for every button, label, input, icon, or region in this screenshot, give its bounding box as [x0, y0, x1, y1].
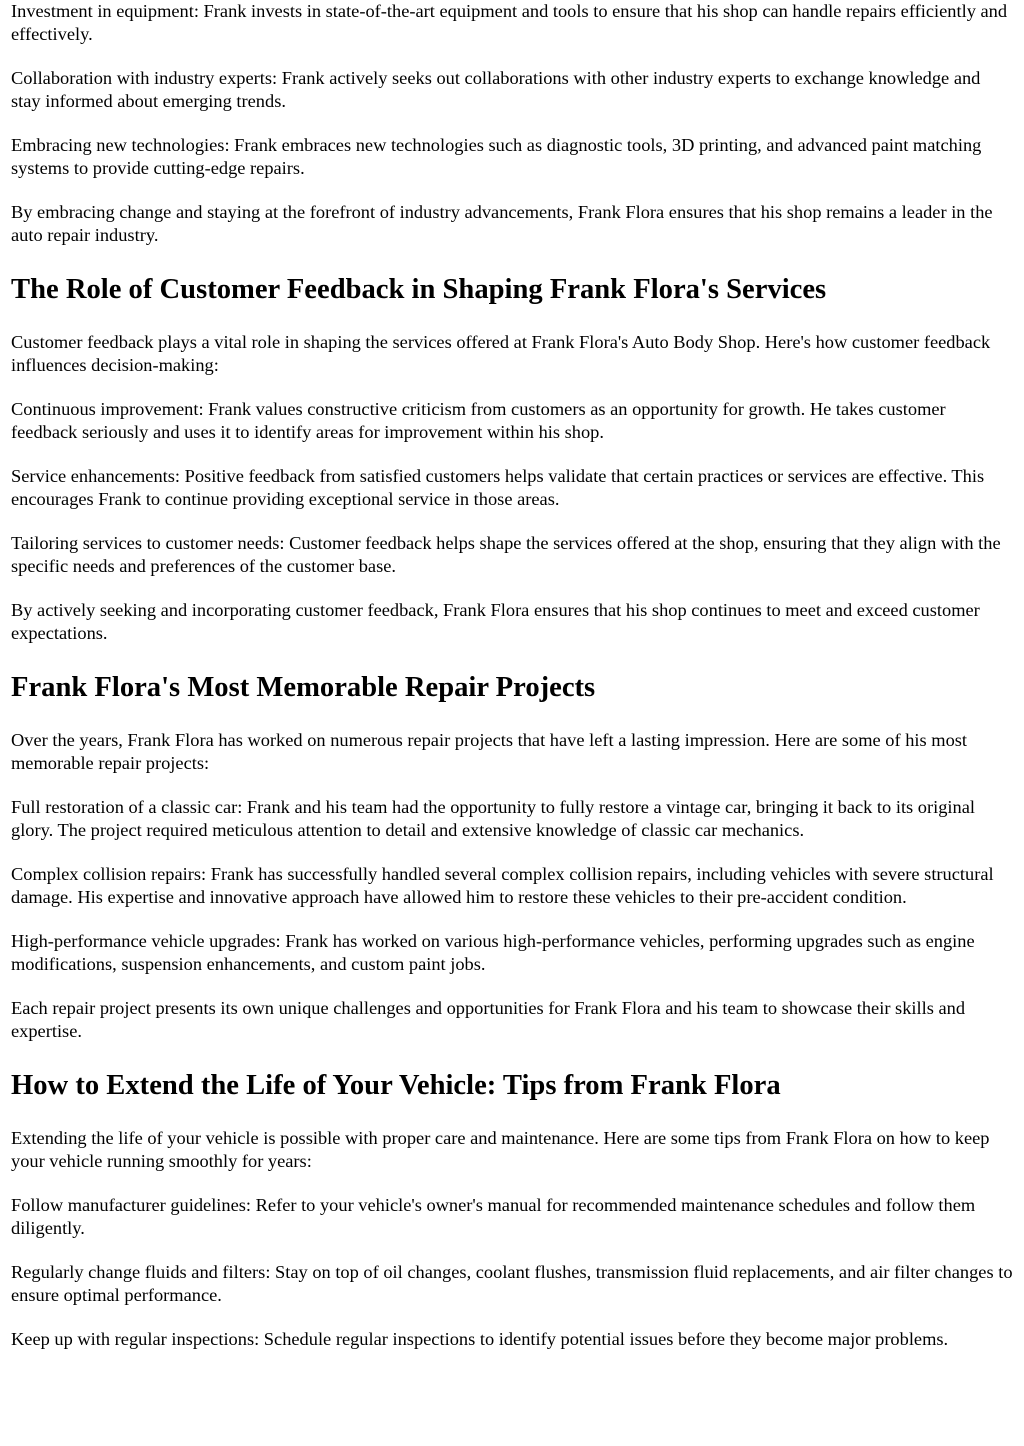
paragraph-tips-intro: Extending the life of your vehicle is possible with proper care and maintenance. Here are some tips from Frank Flora on how to keep your vehicle running smoothly for years: [11, 1128, 990, 1171]
paragraph-continuous-improvement: Continuous improvement: Frank values constructive criticism from customers as an opportunity for growth. He takes customer feedback seriously and uses it to identify areas for improvement within his shop. [11, 399, 946, 442]
heading-memorable-projects: Frank Flora's Most Memorable Repair Projects [11, 672, 596, 703]
paragraph-equipment: Investment in equipment: Frank invests in state-of-the-art equipment and tools to ensure that his shop can handle repairs efficiently and effectively. [11, 1, 1008, 44]
heading-extend-vehicle-life: How to Extend the Life of Your Vehicle: Tips from Frank Flora [11, 1070, 781, 1101]
paragraph-technologies: Embracing new technologies: Frank embraces new technologies such as diagnostic tools, 3D printing, and advanced paint matching systems to provide cutting-edge repairs. [11, 135, 982, 178]
paragraph-service-enhancements: Service enhancements: Positive feedback from satisfied customers helps validate that certain practices or services are effective. This encourages Frank to continue providing exceptional service in those areas. [11, 466, 985, 509]
paragraph-change-summary: By embracing change and staying at the forefront of industry advancements, Frank Flora ensures that his shop remains a leader in the auto repair industry. [11, 202, 993, 245]
paragraph-regular-inspections: Keep up with regular inspections: Schedule regular inspections to identify potential issues before they become major problems. [11, 1329, 949, 1349]
paragraph-collision-repairs: Complex collision repairs: Frank has successfully handled several complex collision repairs, including vehicles with severe structural damage. His expertise and innovative approach have allowed him to restore these vehicles to their pre-accident condition. [11, 864, 994, 907]
paragraph-projects-summary: Each repair project presents its own unique challenges and opportunities for Frank Flora and his team to showcase their skills and expertise. [11, 998, 966, 1041]
paragraph-collaboration: Collaboration with industry experts: Frank actively seeks out collaborations with other industry experts to exchange knowledge and stay informed about emerging trends. [11, 68, 981, 111]
paragraph-feedback-intro: Customer feedback plays a vital role in shaping the services offered at Frank Flora's Auto Body Shop. Here's how customer feedback influences decision-making: [11, 332, 991, 375]
paragraph-feedback-summary: By actively seeking and incorporating customer feedback, Frank Flora ensures that his shop continues to meet and exceed customer expectations. [11, 600, 980, 643]
heading-customer-feedback: The Role of Customer Feedback in Shaping Frank Flora's Services [11, 274, 827, 305]
paragraph-performance-upgrades: High-performance vehicle upgrades: Frank has worked on various high-performance vehicles, performing upgrades such as engine modifications, suspension enhancements, and custom paint jobs. [11, 931, 975, 974]
paragraph-projects-intro: Over the years, Frank Flora has worked on numerous repair projects that have left a lasting impression. Here are some of his most memorable repair projects: [11, 730, 968, 773]
paragraph-fluids-filters: Regularly change fluids and filters: Stay on top of oil changes, coolant flushes, transmission fluid replacements, and air filter changes to ensure optimal performance. [11, 1262, 1013, 1305]
paragraph-manufacturer-guidelines: Follow manufacturer guidelines: Refer to your vehicle's owner's manual for recommended maintenance schedules and follow them diligently. [11, 1195, 976, 1238]
paragraph-classic-restoration: Full restoration of a classic car: Frank and his team had the opportunity to fully restore a vintage car, bringing it back to its original glory. The project required meticulous attention to detail and extensive knowledge of classic car mechanics. [11, 797, 976, 840]
paragraph-tailoring-services: Tailoring services to customer needs: Customer feedback helps shape the services offered at the shop, ensuring that they align with the specific needs and preferences of the customer base. [11, 533, 1001, 576]
